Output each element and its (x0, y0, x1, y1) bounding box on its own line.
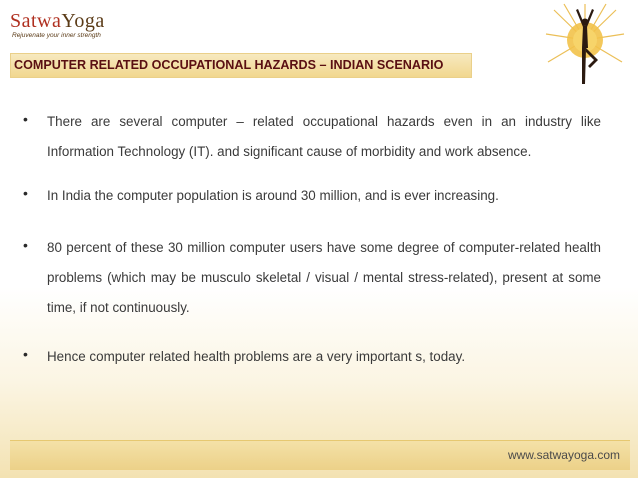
bullet-item-3: 80 percent of these 30 million computer users have some degree of computer-related health problems (which may be musculo skeletal / visual / mental stress-related), present at some time, if not continuously. (47, 240, 601, 315)
brand-name-part2: Yoga (61, 10, 105, 32)
bullet-marker: • (23, 111, 28, 127)
slide-title: COMPUTER RELATED OCCUPATIONAL HAZARDS – INDIAN SCENARIO (14, 58, 444, 72)
brand-name-part1: Satwa (10, 10, 62, 32)
bullet-item-1: There are several computer – related occupational hazards even in an industry like Information Technology (IT). and significant cause of morbidity and work absence. (47, 114, 601, 159)
bullet-marker: • (23, 185, 28, 201)
bullet-item-2: In India the computer population is around 30 million, and is ever increasing. (47, 188, 499, 203)
brand-tagline: Rejuvenate your inner strength (12, 32, 101, 39)
bullet-item-4: Hence computer related health problems are a very important s, today. (47, 349, 466, 364)
footer-website-link[interactable]: www.satwayoga.com (507, 448, 620, 462)
bullet-marker: • (23, 346, 28, 362)
bullet-marker: • (23, 237, 28, 253)
